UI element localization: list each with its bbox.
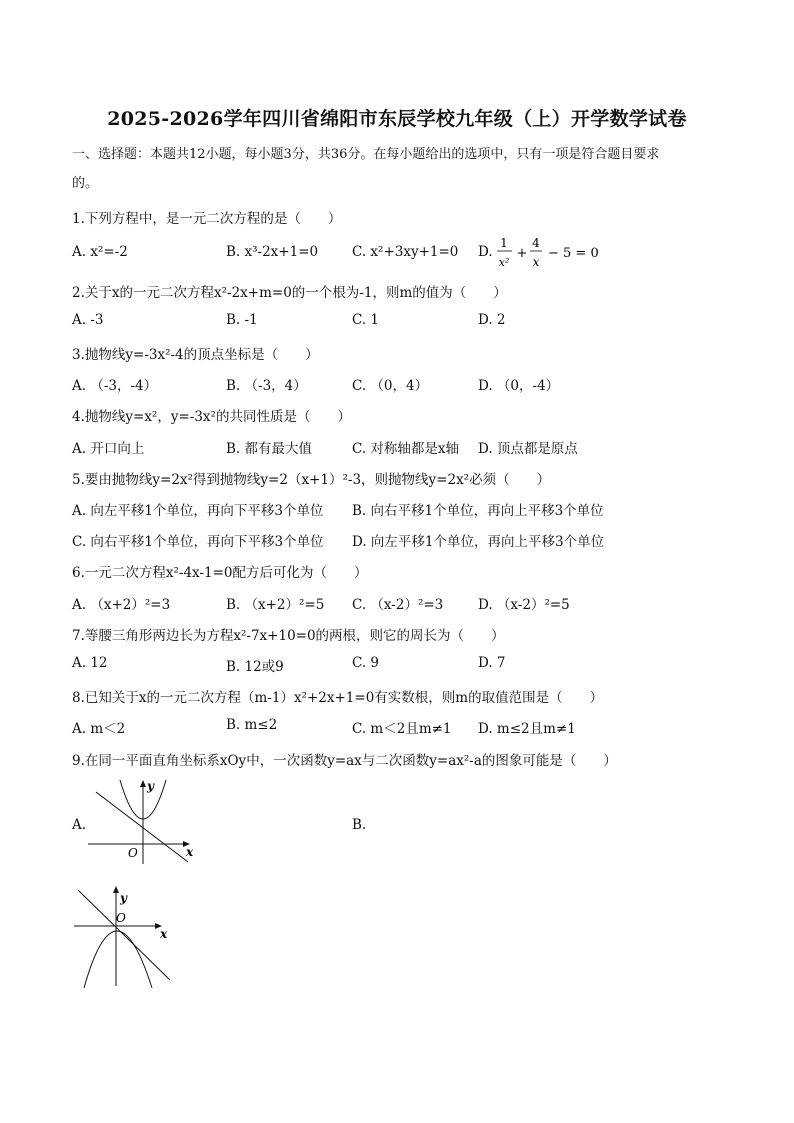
q7-option-d: D. 7 — [478, 655, 506, 671]
question-5: 5.要由抛物线y=2x²得到抛物线y=2（x+1）²-3，则抛物线y=2x²必须（ ） — [72, 472, 551, 488]
formula-num2: 4 — [532, 236, 540, 250]
graph-c-parabola — [84, 931, 152, 988]
q7-option-b: B. 12或9 — [226, 659, 284, 675]
question-8: 8.已知关于x的一元二次方程（m-1）x²+2x+1=0有实数根，则m的取值范围是（ ） — [72, 690, 604, 706]
q2-option-a: A. -3 — [72, 312, 104, 328]
q5-option-d: D. 向左平移1个单位，再向上平移3个单位 — [352, 534, 605, 550]
q6-option-c: C. （x-2）²=3 — [352, 597, 444, 613]
question-1: 1.下列方程中，是一元二次方程的是（ ） — [72, 211, 342, 227]
graph-a-y-label: y — [147, 779, 154, 793]
question-7: 7.等腰三角形两边长为方程x²-7x+10=0的两根，则它的周长为（ ） — [72, 628, 505, 644]
formula-rest: − 5 = 0 — [548, 246, 599, 261]
q8-option-d: D. m≤2且m≠1 — [478, 721, 576, 737]
q1-option-b: B. x³-2x+1=0 — [226, 244, 319, 260]
q3-option-d: D. （0，-4） — [478, 378, 560, 394]
section-heading — [72, 140, 732, 198]
q9-option-a: A. — [72, 817, 87, 833]
graph-c-origin-label: O — [116, 911, 126, 925]
q7-option-a: A. 12 — [72, 655, 108, 671]
section-heading-line1: 一、选择题：本题共12小题，每小题3分，共36分。在每小题给出的选项中，只有一项是符合题目要求 — [72, 147, 660, 162]
q9-graph-a — [86, 776, 206, 866]
q1-option-a: A. x²=-2 — [72, 244, 128, 260]
formula-den2: x — [532, 255, 540, 269]
q5-option-b: B. 向右平移1个单位，再向上平移3个单位 — [352, 503, 604, 519]
q8-option-a: A. m＜2 — [72, 721, 126, 737]
q5-option-c: C. 向右平移1个单位，再向下平移3个单位 — [72, 534, 324, 550]
q4-option-b: B. 都有最大值 — [226, 441, 313, 457]
graph-a-y-arrow — [140, 780, 146, 787]
section-heading-line2: 的。 — [72, 176, 99, 191]
q6-option-d: D. （x-2）²=5 — [478, 597, 570, 613]
question-2: 2.关于x的一元二次方程x²-2x+m=0的一个根为-1，则m的值为（ ） — [72, 285, 507, 301]
q3-option-c: C. （0，4） — [352, 378, 429, 394]
q9-graph-c — [70, 882, 180, 990]
q7-option-c: C. 9 — [352, 655, 380, 671]
q2-option-c: C. 1 — [352, 312, 380, 328]
question-4: 4.抛物线y=x²，y=-3x²的共同性质是（ ） — [72, 409, 351, 425]
q6-option-a: A. （x+2）²=3 — [72, 597, 171, 613]
q1-option-c: C. x²+3xy+1=0 — [352, 244, 459, 260]
q3-option-b: B. （-3，4） — [226, 378, 307, 394]
formula-den1: x² — [498, 256, 510, 269]
q8-option-b: B. m≤2 — [226, 717, 278, 733]
q4-option-c: C. 对称轴都是x轴 — [352, 441, 460, 457]
q4-option-d: D. 顶点都是原点 — [478, 441, 578, 457]
formula-num1: 1 — [500, 236, 508, 250]
page-title: 2025-2026学年四川省绵阳市东辰学校九年级（上）开学数学试卷 — [107, 108, 687, 130]
graph-c-x-label: x — [160, 927, 168, 941]
q5-option-a: A. 向左平移1个单位，再向下平移3个单位 — [72, 503, 324, 519]
q3-option-a: A. （-3，-4） — [72, 378, 158, 394]
q2-option-b: B. -1 — [226, 312, 258, 328]
graph-c-y-arrow — [113, 886, 119, 893]
q8-option-c: C. m＜2且m≠1 — [352, 721, 452, 737]
question-3: 3.抛物线y=-3x²-4的顶点坐标是（ ） — [72, 347, 319, 363]
graph-c-y-label: y — [120, 891, 127, 905]
q2-option-d: D. 2 — [478, 312, 506, 328]
q1-option-d: D. — [478, 244, 493, 260]
question-6: 6.一元二次方程x²-4x-1=0配方后可化为（ ） — [72, 565, 368, 581]
formula-plus: + — [516, 246, 528, 261]
graph-a-line — [96, 792, 188, 862]
question-9: 9.在同一平面直角坐标系xOy中，一次函数y=ax与二次函数y=ax²-a的图象可能是（ ） — [72, 753, 617, 769]
q1-option-d-formula — [496, 232, 606, 272]
q9-option-b: B. — [352, 817, 367, 833]
graph-a-x-label: x — [186, 845, 194, 859]
q4-option-a: A. 开口向上 — [72, 441, 145, 457]
q6-option-b: B. （x+2）²=5 — [226, 597, 325, 613]
graph-a-origin-label: O — [128, 846, 138, 860]
